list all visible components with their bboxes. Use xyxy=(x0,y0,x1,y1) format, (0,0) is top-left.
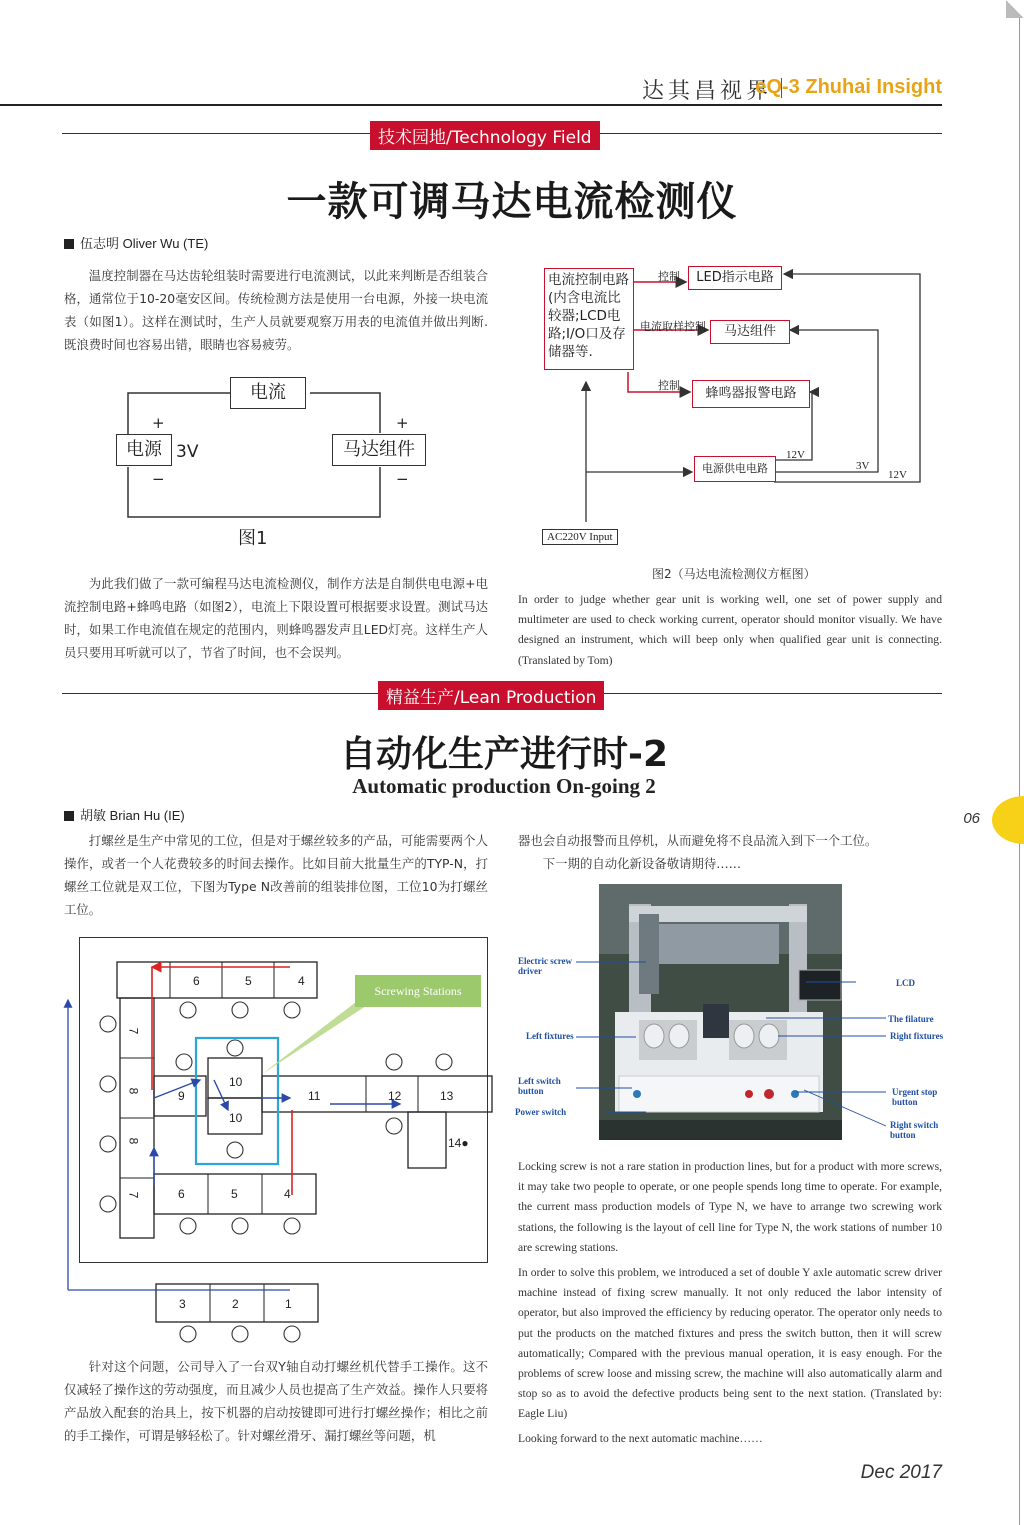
fig2-label-3v: 3V xyxy=(856,460,870,472)
author-name-2: 胡敏 Brian Hu (IE) xyxy=(80,808,185,823)
layout-num-left-8a: 8 xyxy=(126,1087,141,1095)
fig1-power-box: 电源 xyxy=(116,434,172,466)
section1-english-summary: In order to judge whether gear unit is working well, one set of power supply and multimeter are used to check working current, operator should monitor visually. We have designed an instrument, which will beep only when qualified gear unit is connecting. (Translated by Tom) xyxy=(518,593,942,667)
layout-num-10a: 10 xyxy=(229,1075,243,1089)
fig1-minus-left: − xyxy=(152,470,165,488)
author-name: 伍志明 Oliver Wu (TE) xyxy=(80,236,209,251)
photo-label-right-switch: Right switch button xyxy=(890,1120,939,1140)
fig2-label-control-1: 控制 xyxy=(658,270,680,283)
fig1-plus-left: + xyxy=(152,414,165,432)
section1-title: 一款可调马达电流检测仪 xyxy=(286,179,738,225)
layout-num-top-6: 6 xyxy=(193,974,200,988)
page-tab-marker xyxy=(992,796,1024,844)
layout-num-start-1: 1 xyxy=(285,1297,292,1311)
layout-num-left-8b: 8 xyxy=(126,1137,141,1145)
layout-num-10b: 10 xyxy=(229,1111,243,1125)
fig2-buzzer-box: 蜂鸣器报警电路 xyxy=(692,380,810,408)
layout-num-9: 9 xyxy=(178,1089,185,1103)
fig1-caption: 图1 xyxy=(238,528,268,549)
fig2-input-box: AC220V Input xyxy=(542,529,618,545)
section2-english-paragraph-1: Locking screw is not a rare station in production lines, but for a product with more screws, it may take two people to operate, or one people spends long time to operate. For example, the current mass production models of Type N, we have to arrange two screwing work stations, the following is the layout of cell line for Type N, the work stations of number 10 are screwing stations. xyxy=(518,1160,942,1254)
photo-label-urgent-stop: Urgent stop button xyxy=(892,1087,938,1107)
layout-num-left-7a: 7 xyxy=(126,1027,141,1035)
section2-english-title: Automatic production On-going 2 xyxy=(352,774,656,798)
fig1-plus-right: + xyxy=(396,414,409,432)
section2-paragraph-1: 打螺丝是生产中常见的工位，但是对于螺丝较多的产品，可能需要两个人操作，或者一个人花费较多的时间去操作。比如目前大批量生产的TYP-N，打螺丝工位就是双工位，下图为Type N改善前的组装排位图，工位10为打螺丝工位。 xyxy=(64,833,488,917)
page-corner-fold xyxy=(1006,0,1024,18)
layout-num-14: 14● xyxy=(448,1136,469,1150)
fig2-supply-box: 电源供电电路 xyxy=(694,456,776,482)
layout-num-start-2: 2 xyxy=(232,1297,239,1311)
issue-date: Dec 2017 xyxy=(860,1462,942,1483)
layout-num-12: 12 xyxy=(388,1089,402,1103)
section2-author xyxy=(64,805,185,824)
photo-label-leaders xyxy=(546,940,896,1140)
photo-label-lcd: LCD xyxy=(896,978,916,988)
fig1-voltage: 3V xyxy=(176,442,199,462)
page-number: 06 xyxy=(963,810,980,827)
fig2-caption: 图2（马达电流检测仪方框图） xyxy=(652,567,816,581)
photo-label-left-fixtures: Left fixtures xyxy=(526,1031,574,1041)
photo-label-power-switch: Power switch xyxy=(515,1107,567,1117)
photo-label-left-switch: Left switch button xyxy=(518,1076,561,1096)
layout-num-13: 13 xyxy=(440,1089,454,1103)
fig2-label-sampling: 电流取样控制 xyxy=(640,320,706,333)
fig2-main-control-box: 电流控制电路(内含电流比较器;LCD电路;I/O口及存储器等. xyxy=(544,268,634,370)
fig2-motor-box: 马达组件 xyxy=(710,320,790,344)
fig2-label-12v-b: 12V xyxy=(888,469,907,481)
layout-callout-screwing-stations: Screwing Stations xyxy=(355,975,481,1007)
section2-paragraph-2: 针对这个问题，公司导入了一台双Y轴自动打螺丝机代替手工操作。这不仅减轻了操作这的劳动强度，而且减少人员也提高了生产效益。操作人只要将产品放入配套的治具上，按下机器的启动按键即可进行打螺丝操作；相比之前的手工操作，可谓是够轻松了。针对螺丝滑牙、漏打螺丝等问题，机 xyxy=(64,1359,488,1443)
section2-english-paragraph-3: Looking forward to the next automatic machine…… xyxy=(518,1432,763,1445)
fig1-minus-right: − xyxy=(396,470,409,488)
layout-num-bottom-4: 4 xyxy=(284,1187,291,1201)
section2-title: 自动化生产进行时-2 xyxy=(340,734,668,775)
layout-num-top-4: 4 xyxy=(298,974,305,988)
section2-english-paragraph-2: In order to solve this problem, we introduced a set of double Y axle automatic screw driver machine instead of fixing screw manually. It not only reduced the labor intensity of operator, but also improved the efficiency by reducing operator. The operator only needs to put the products on the matched fixtures and press the switch button, then it will screw automatically; Compared with the previous manual operation, it is easy enough. For the problems of screw loose and missing screw, the machine will also automatically alarm and stop so as to avoid the defective products being sent to the next station. (Translated by: Eagle Liu) xyxy=(518,1266,942,1421)
photo-label-filature: The filature xyxy=(888,1014,934,1024)
section1-paragraph-1: 温度控制器在马达齿轮组装时需要进行电流测试，以此来判断是否组装合格，通常位于10-20毫安区间。传统检测方法是使用一台电源，外接一块电流表（如图1）。这样在测试时，生产人员就要观察万用表的电流值并做出判断.既浪费时间也容易出错，眼睛也容易疲劳。 xyxy=(64,268,488,352)
fig1-current-box: 电流 xyxy=(230,377,306,409)
layout-num-bottom-6: 6 xyxy=(178,1187,185,1201)
section2-paragraph-4: 下一期的自动化新设备敬请期待…… xyxy=(542,856,742,871)
section1-label: 技术园地/Technology Field xyxy=(370,121,600,150)
layout-num-top-5: 5 xyxy=(245,974,252,988)
header-rule xyxy=(0,104,942,106)
section2-paragraph-3: 器也会自动报警而且停机，从而避免将不良品流入到下一个工位。 xyxy=(518,833,878,848)
layout-num-11: 11 xyxy=(308,1089,321,1103)
header-english-title: eQ-3 Zhuhai Insight xyxy=(755,76,942,98)
header-chinese-title: 达其昌视界 xyxy=(641,79,772,104)
section1-paragraph-2: 为此我们做了一款可编程马达电流检测仪，制作方法是自制供电电源+电流控制电路+蜂鸣电路（如图2），电流上下限设置可根据要求设置。测试马达时，如果工作电流值在规定的范围内，则蜂鸣器发声且LED灯亮。这样生产人员只要用耳听就可以了，节省了时间，也不会误判。 xyxy=(64,576,488,660)
layout-num-bottom-5: 5 xyxy=(231,1187,238,1201)
fig2-led-box: LED指示电路 xyxy=(688,266,782,290)
page-edge-line xyxy=(1019,0,1020,1525)
layout-num-left-7b: 7 xyxy=(126,1191,141,1199)
layout-num-start-3: 3 xyxy=(179,1297,186,1311)
fig2-label-control-2: 控制 xyxy=(658,379,680,392)
photo-label-right-fixtures: Right fixtures xyxy=(890,1031,944,1041)
section2-label: 精益生产/Lean Production xyxy=(378,681,604,710)
section1-author xyxy=(64,233,208,252)
photo-label-screw-driver: Electric screw driver xyxy=(518,956,573,976)
fig1-motor-box: 马达组件 xyxy=(332,434,426,466)
fig2-label-12v-a: 12V xyxy=(786,449,805,461)
